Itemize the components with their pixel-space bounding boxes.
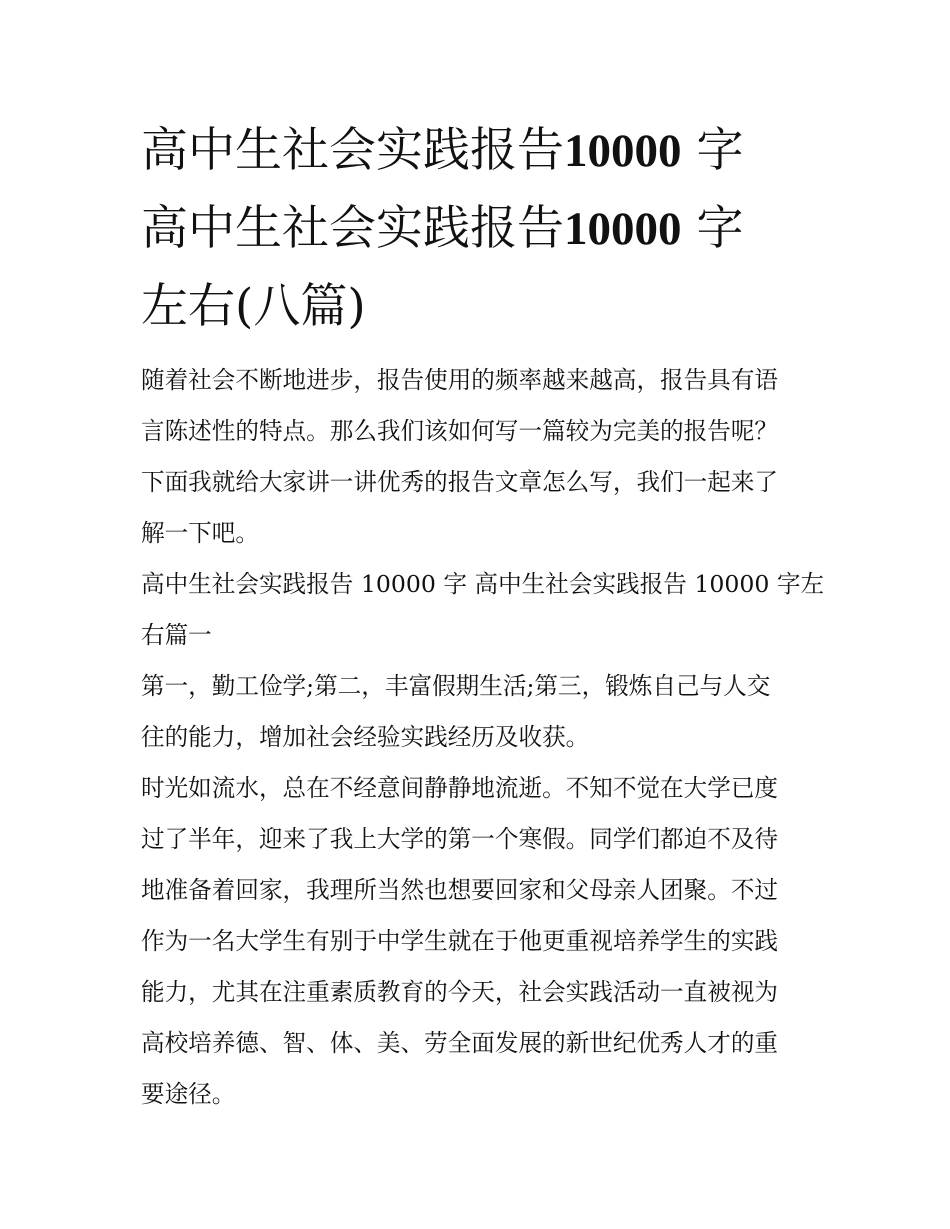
paragraph-line: 要途径。 xyxy=(141,1080,236,1108)
paragraph-line: 能力，尤其在注重素质教育的今天，社会实践活动一直被视为 xyxy=(141,978,779,1006)
title-line-2 xyxy=(141,190,813,268)
title-text: 左右(八篇) xyxy=(141,279,366,334)
paragraph-line: 时光如流水，总在不经意间静静地流逝。不知不觉在大学已度 xyxy=(141,774,779,802)
purpose-paragraph xyxy=(141,661,813,763)
title-line-3 xyxy=(141,268,813,345)
title-number: 10000 xyxy=(564,125,682,177)
paragraph-line: 地准备着回家，我理所当然也想要回家和父母亲人团聚。不过 xyxy=(141,876,779,904)
body-paragraph xyxy=(141,763,813,1120)
title-line-1 xyxy=(141,112,813,190)
title-text: 高中生社会实践报告 xyxy=(141,123,564,178)
paragraph-line: 随着社会不断地进步，报告使用的频率越来越高，报告具有语 xyxy=(141,366,779,394)
title-number: 10000 xyxy=(564,203,682,255)
document-title xyxy=(141,112,813,345)
title-text: 高中生社会实践报告 xyxy=(141,201,564,256)
paragraph-line: 过了半年，迎来了我上大学的第一个寒假。同学们都迫不及待 xyxy=(141,825,779,853)
paragraph-line: 第一，勤工俭学;第二，丰富假期生活;第三，锻炼自己与人交 xyxy=(141,672,771,700)
title-suffix: 字 xyxy=(681,123,744,178)
paragraph-line: 下面我就给大家讲一讲优秀的报告文章怎么写，我们一起来了 xyxy=(141,468,779,496)
paragraph-line: 右篇一 xyxy=(141,621,212,649)
document-content xyxy=(141,112,825,1120)
paragraph-line: 作为一名大学生有别于中学生就在于他更重视培养学生的实践 xyxy=(141,927,779,955)
intro-paragraph xyxy=(141,355,813,559)
paragraph-line: 往的能力，增加社会经验实践经历及收获。 xyxy=(141,723,590,751)
paragraph-line: 言陈述性的特点。那么我们该如何写一篇较为完美的报告呢？ xyxy=(141,417,779,445)
paragraph-line: 解一下吧。 xyxy=(141,519,259,547)
section-heading-paragraph xyxy=(141,559,825,661)
paragraph-line: 高中生社会实践报告 10000 字 高中生社会实践报告 10000 字左 xyxy=(141,570,825,598)
title-suffix: 字 xyxy=(681,201,744,256)
paragraph-line: 高校培养德、智、体、美、劳全面发展的新世纪优秀人才的重 xyxy=(141,1029,779,1057)
